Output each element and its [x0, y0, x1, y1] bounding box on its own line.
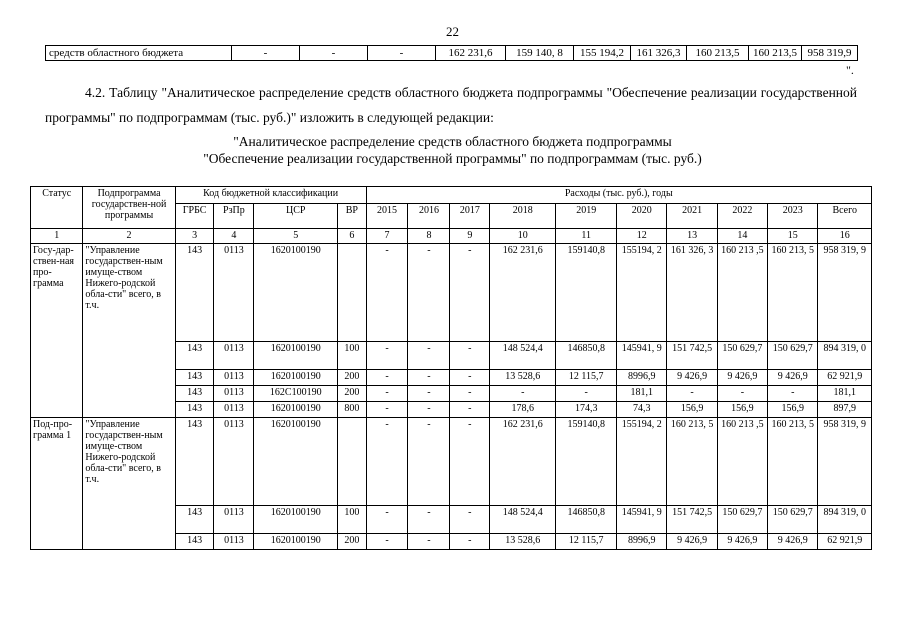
- table-cell: 161 326, 3: [667, 244, 717, 342]
- column-number: 9: [450, 229, 490, 244]
- table-cell: 894 319, 0: [818, 506, 872, 534]
- table-cell: -: [490, 386, 556, 402]
- table-cell: 9 426,9: [717, 370, 767, 386]
- subprogram-cell: "Управление государствен-ным имуще-ством Нижего-родской обла-сти" всего, в т.ч.: [83, 244, 175, 418]
- table-cell: 160 213, 5: [768, 418, 818, 506]
- table-cell: 145941, 9: [617, 342, 667, 370]
- header-grbs: ГРБС: [175, 204, 214, 229]
- table-cell: -: [366, 386, 408, 402]
- table-cell: 162 231,6: [436, 46, 506, 61]
- table-cell: 160 213 ,5: [717, 418, 767, 506]
- column-number: 5: [254, 229, 338, 244]
- table-cell: 9 426,9: [717, 534, 767, 550]
- table-cell: 0113: [214, 244, 254, 342]
- table-cell: 12 115,7: [556, 534, 617, 550]
- table-cell: -: [556, 386, 617, 402]
- column-number: 11: [556, 229, 617, 244]
- header-year: 2019: [556, 204, 617, 229]
- table-cell: 74,3: [617, 402, 667, 418]
- table-cell: 143: [175, 342, 214, 370]
- table-cell: 151 742,5: [667, 342, 717, 370]
- header-status: Статус: [31, 187, 83, 229]
- table-cell: 181,1: [818, 386, 872, 402]
- header-year: 2018: [490, 204, 556, 229]
- table-cell: 958 319,9: [802, 46, 858, 61]
- table-cell: 162 231,6: [490, 418, 556, 506]
- table-cell: -: [450, 342, 490, 370]
- table-cell: 146850,8: [556, 506, 617, 534]
- table-cell: 143: [175, 506, 214, 534]
- table-cell: [338, 418, 366, 506]
- table-cell: 1620100190: [254, 370, 338, 386]
- table-cell: 159140,8: [556, 244, 617, 342]
- table-cell: 143: [175, 534, 214, 550]
- table-cell: -: [408, 244, 450, 342]
- table-cell: 155194, 2: [617, 244, 667, 342]
- header-subprogram: Подпрограмма государствен-ной программы: [83, 187, 175, 229]
- table-cell: 1620100190: [254, 244, 338, 342]
- table-cell: -: [408, 418, 450, 506]
- table-cell: 178,6: [490, 402, 556, 418]
- header-year: 2015: [366, 204, 408, 229]
- table-cell: 9 426,9: [768, 534, 818, 550]
- header-rzpr: РзПр: [214, 204, 254, 229]
- table-cell: 146850,8: [556, 342, 617, 370]
- table-cell: 9 426,9: [768, 370, 818, 386]
- column-number: 13: [667, 229, 717, 244]
- table-row: [31, 244, 872, 342]
- table-cell: 143: [175, 402, 214, 418]
- table-cell: 0113: [214, 506, 254, 534]
- table-cell: 156,9: [717, 402, 767, 418]
- table-cell: 13 528,6: [490, 370, 556, 386]
- table-cell: 894 319, 0: [818, 342, 872, 370]
- table-cell: -: [450, 418, 490, 506]
- table-cell: 200: [338, 370, 366, 386]
- table-cell: 9 426,9: [667, 370, 717, 386]
- table-caption: [0, 133, 905, 167]
- header-total: Всего: [818, 204, 872, 229]
- table-cell: 150 629,7: [768, 342, 818, 370]
- caption-line: "Обеспечение реализации государственной программы" по подпрограммам (тыс. руб.): [203, 151, 702, 166]
- table-cell: 9 426,9: [667, 534, 717, 550]
- table-cell: -: [366, 534, 408, 550]
- table-cell: 162 231,6: [490, 244, 556, 342]
- table-cell: 1620100190: [254, 418, 338, 506]
- header-year: 2023: [768, 204, 818, 229]
- table-cell: 160 213,5: [687, 46, 749, 61]
- table-cell: 143: [175, 370, 214, 386]
- header-csr: ЦСР: [254, 204, 338, 229]
- table-cell: -: [408, 506, 450, 534]
- table-cell: 143: [175, 386, 214, 402]
- table-cell: 958 319, 9: [818, 244, 872, 342]
- column-number: 1: [31, 229, 83, 244]
- table-cell: 156,9: [768, 402, 818, 418]
- table-cell: -: [450, 244, 490, 342]
- table-cell: 145941, 9: [617, 506, 667, 534]
- table-cell: 150 629,7: [768, 506, 818, 534]
- table-cell: -: [450, 370, 490, 386]
- table-cell: 160 213 ,5: [717, 244, 767, 342]
- table-cell: -: [450, 506, 490, 534]
- column-number-row: [31, 229, 872, 244]
- table-cell: -: [300, 46, 368, 61]
- table-cell: 0113: [214, 342, 254, 370]
- table-cell: -: [667, 386, 717, 402]
- table-cell: -: [450, 386, 490, 402]
- table-cell: 156,9: [667, 402, 717, 418]
- header-kbk: Код бюджетной классификации: [175, 187, 366, 204]
- table-row: [31, 418, 872, 506]
- header-year: 2022: [717, 204, 767, 229]
- column-number: 8: [408, 229, 450, 244]
- table-cell: 958 319, 9: [818, 418, 872, 506]
- table-cell: 151 742,5: [667, 506, 717, 534]
- table-cell: 0113: [214, 386, 254, 402]
- amendment-paragraph: 4.2. Таблицу "Аналитическое распределение средств областного бюджета подпрограммы "Обеспечение реализации государственной программы" по подпрограммам (тыс. руб.)" изложить в следующей редакции:: [45, 85, 857, 125]
- table-cell: 162С100190: [254, 386, 338, 402]
- table-cell: -: [450, 534, 490, 550]
- table-cell: 100: [338, 506, 366, 534]
- table-cell: 8996,9: [617, 370, 667, 386]
- table-cell: -: [408, 402, 450, 418]
- table-cell: 13 528,6: [490, 534, 556, 550]
- header-vr: ВР: [338, 204, 366, 229]
- column-number: 10: [490, 229, 556, 244]
- table-cell: 0113: [214, 418, 254, 506]
- table-cell: 143: [175, 244, 214, 342]
- header-year: 2020: [617, 204, 667, 229]
- column-number: 14: [717, 229, 767, 244]
- table-cell: 160 213, 5: [768, 244, 818, 342]
- table-cell: -: [366, 402, 408, 418]
- table-cell: 160 213, 5: [667, 418, 717, 506]
- table-cell: -: [366, 370, 408, 386]
- status-cell: Под-про-грамма 1: [31, 418, 83, 550]
- table-cell: 150 629,7: [717, 342, 767, 370]
- table-cell: -: [450, 402, 490, 418]
- page-number: 22: [446, 24, 459, 39]
- table-cell: 143: [175, 418, 214, 506]
- table-cell: 200: [338, 534, 366, 550]
- table-cell: 148 524,4: [490, 506, 556, 534]
- table-cell: 155194, 2: [617, 418, 667, 506]
- row-label: средств областного бюджета: [46, 46, 232, 61]
- table-cell: 800: [338, 402, 366, 418]
- table-cell: -: [717, 386, 767, 402]
- table-cell: 62 921,9: [818, 370, 872, 386]
- table-cell: 12 115,7: [556, 370, 617, 386]
- table-cell: 8996,9: [617, 534, 667, 550]
- column-number: 3: [175, 229, 214, 244]
- table-cell: 1620100190: [254, 506, 338, 534]
- column-number: 15: [768, 229, 818, 244]
- header-year: 2021: [667, 204, 717, 229]
- table-cell: 148 524,4: [490, 342, 556, 370]
- header-expenses: Расходы (тыс. руб.), годы: [366, 187, 871, 204]
- caption-line: "Аналитическое распределение средств областного бюджета подпрограммы: [233, 134, 672, 149]
- table-cell: 150 629,7: [717, 506, 767, 534]
- table-cell: 62 921,9: [818, 534, 872, 550]
- table-cell: -: [408, 534, 450, 550]
- table-cell: -: [408, 386, 450, 402]
- table-cell: -: [368, 46, 436, 61]
- column-number: 16: [818, 229, 872, 244]
- table-cell: 160 213,5: [749, 46, 802, 61]
- subprogram-cell: "Управление государствен-ным имуще-ством Нижего-родской обла-сти" всего, в т.ч.: [83, 418, 175, 550]
- table-cell: -: [408, 342, 450, 370]
- table-cell: 0113: [214, 402, 254, 418]
- table-cell: 161 326,3: [631, 46, 687, 61]
- table-cell: 1620100190: [254, 534, 338, 550]
- table-cell: -: [366, 506, 408, 534]
- closing-quote: ".: [846, 63, 854, 77]
- header-year: 2016: [408, 204, 450, 229]
- table-cell: 1620100190: [254, 342, 338, 370]
- table-cell: -: [366, 244, 408, 342]
- table-cell: 181,1: [617, 386, 667, 402]
- continuation-table-row: [45, 45, 858, 61]
- table-cell: -: [232, 46, 300, 61]
- table-cell: 200: [338, 386, 366, 402]
- table-cell: 0113: [214, 370, 254, 386]
- table-cell: 155 194,2: [574, 46, 631, 61]
- table-cell: 174,3: [556, 402, 617, 418]
- table-cell: 1620100190: [254, 402, 338, 418]
- table-cell: -: [366, 342, 408, 370]
- status-cell: Госу-дар-ствен-ная про-грамма: [31, 244, 83, 418]
- column-number: 2: [83, 229, 175, 244]
- table-cell: 159140,8: [556, 418, 617, 506]
- table-cell: 159 140, 8: [506, 46, 574, 61]
- table-cell: 0113: [214, 534, 254, 550]
- table-cell: -: [408, 370, 450, 386]
- table-cell: -: [768, 386, 818, 402]
- column-number: 6: [338, 229, 366, 244]
- column-number: 7: [366, 229, 408, 244]
- table-cell: [338, 244, 366, 342]
- table-cell: 100: [338, 342, 366, 370]
- table-cell: -: [366, 418, 408, 506]
- column-number: 12: [617, 229, 667, 244]
- column-number: 4: [214, 229, 254, 244]
- table-cell: 897,9: [818, 402, 872, 418]
- budget-table: [30, 186, 872, 550]
- header-year: 2017: [450, 204, 490, 229]
